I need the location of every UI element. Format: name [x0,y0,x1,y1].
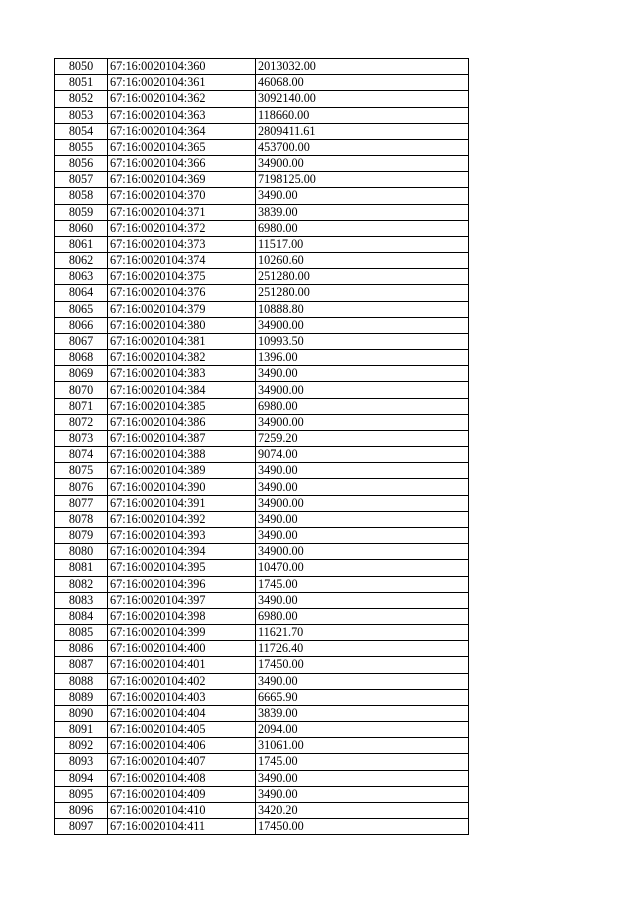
value-cell: 6980.00 [256,220,469,236]
cadastral-number-cell: 67:16:0020104:365 [108,139,256,155]
row-number-cell: 8082 [55,576,108,592]
table-row [55,689,469,705]
value-cell: 3092140.00 [256,91,469,107]
table-row [55,75,469,91]
cadastral-number-cell: 67:16:0020104:401 [108,657,256,673]
cadastral-number-cell: 67:16:0020104:375 [108,269,256,285]
cadastral-number-cell: 67:16:0020104:371 [108,204,256,220]
cadastral-number-cell: 67:16:0020104:373 [108,236,256,252]
table-row [55,802,469,818]
row-number-cell: 8078 [55,511,108,527]
cadastral-number-cell: 67:16:0020104:380 [108,317,256,333]
cadastral-number-cell: 67:16:0020104:369 [108,172,256,188]
value-cell: 2094.00 [256,722,469,738]
value-cell: 34900.00 [256,156,469,172]
table-row [55,754,469,770]
row-number-cell: 8071 [55,398,108,414]
row-number-cell: 8074 [55,447,108,463]
table-row [55,560,469,576]
table-row [55,641,469,657]
value-cell: 46068.00 [256,75,469,91]
row-number-cell: 8080 [55,544,108,560]
value-cell: 251280.00 [256,285,469,301]
cadastral-number-cell: 67:16:0020104:381 [108,333,256,349]
value-cell: 3490.00 [256,188,469,204]
row-number-cell: 8056 [55,156,108,172]
row-number-cell: 8055 [55,139,108,155]
row-number-cell: 8072 [55,414,108,430]
table-row [55,786,469,802]
table-row [55,625,469,641]
value-cell: 118660.00 [256,107,469,123]
table-row [55,673,469,689]
table-row [55,544,469,560]
cadastral-number-cell: 67:16:0020104:361 [108,75,256,91]
cadastral-number-cell: 67:16:0020104:394 [108,544,256,560]
value-cell: 3490.00 [256,786,469,802]
value-cell: 11726.40 [256,641,469,657]
cadastral-number-cell: 67:16:0020104:397 [108,592,256,608]
document-page [54,58,469,835]
row-number-cell: 8058 [55,188,108,204]
row-number-cell: 8069 [55,366,108,382]
cadastral-number-cell: 67:16:0020104:388 [108,447,256,463]
cadastral-number-cell: 67:16:0020104:385 [108,398,256,414]
value-cell: 6665.90 [256,689,469,705]
row-number-cell: 8073 [55,430,108,446]
value-cell: 2013032.00 [256,59,469,75]
table-row [55,253,469,269]
table-row [55,139,469,155]
row-number-cell: 8066 [55,317,108,333]
row-number-cell: 8067 [55,333,108,349]
value-cell: 3490.00 [256,479,469,495]
cadastral-number-cell: 67:16:0020104:393 [108,527,256,543]
row-number-cell: 8094 [55,770,108,786]
row-number-cell: 8087 [55,657,108,673]
cadastral-value-table [54,58,469,835]
row-number-cell: 8062 [55,253,108,269]
cadastral-number-cell: 67:16:0020104:408 [108,770,256,786]
row-number-cell: 8077 [55,495,108,511]
row-number-cell: 8088 [55,673,108,689]
cadastral-number-cell: 67:16:0020104:404 [108,705,256,721]
row-number-cell: 8064 [55,285,108,301]
value-cell: 3420.20 [256,802,469,818]
value-cell: 3490.00 [256,770,469,786]
row-number-cell: 8091 [55,722,108,738]
cadastral-number-cell: 67:16:0020104:402 [108,673,256,689]
cadastral-number-cell: 67:16:0020104:403 [108,689,256,705]
value-cell: 34900.00 [256,495,469,511]
table-row [55,722,469,738]
value-cell: 3839.00 [256,705,469,721]
row-number-cell: 8095 [55,786,108,802]
cadastral-number-cell: 67:16:0020104:384 [108,382,256,398]
cadastral-number-cell: 67:16:0020104:376 [108,285,256,301]
cadastral-number-cell: 67:16:0020104:398 [108,608,256,624]
cadastral-number-cell: 67:16:0020104:374 [108,253,256,269]
value-cell: 3490.00 [256,463,469,479]
table-row [55,657,469,673]
table-row [55,770,469,786]
cadastral-number-cell: 67:16:0020104:391 [108,495,256,511]
table-row [55,301,469,317]
value-cell: 251280.00 [256,269,469,285]
cadastral-number-cell: 67:16:0020104:390 [108,479,256,495]
table-row [55,511,469,527]
row-number-cell: 8092 [55,738,108,754]
cadastral-number-cell: 67:16:0020104:406 [108,738,256,754]
table-row [55,430,469,446]
cadastral-number-cell: 67:16:0020104:399 [108,625,256,641]
table-row [55,592,469,608]
row-number-cell: 8065 [55,301,108,317]
cadastral-number-cell: 67:16:0020104:387 [108,430,256,446]
cadastral-number-cell: 67:16:0020104:395 [108,560,256,576]
row-number-cell: 8085 [55,625,108,641]
cadastral-number-cell: 67:16:0020104:363 [108,107,256,123]
cadastral-number-cell: 67:16:0020104:364 [108,123,256,139]
value-cell: 3490.00 [256,527,469,543]
table-row [55,333,469,349]
table-row [55,479,469,495]
value-cell: 11517.00 [256,236,469,252]
value-cell: 10260.60 [256,253,469,269]
value-cell: 34900.00 [256,382,469,398]
table-row [55,317,469,333]
table-row [55,285,469,301]
value-cell: 31061.00 [256,738,469,754]
row-number-cell: 8076 [55,479,108,495]
row-number-cell: 8050 [55,59,108,75]
value-cell: 3490.00 [256,366,469,382]
value-cell: 6980.00 [256,398,469,414]
cadastral-number-cell: 67:16:0020104:400 [108,641,256,657]
value-cell: 1745.00 [256,754,469,770]
cadastral-number-cell: 67:16:0020104:389 [108,463,256,479]
cadastral-number-cell: 67:16:0020104:392 [108,511,256,527]
value-cell: 2809411.61 [256,123,469,139]
value-cell: 17450.00 [256,657,469,673]
table-row [55,107,469,123]
value-cell: 34900.00 [256,544,469,560]
cadastral-number-cell: 67:16:0020104:360 [108,59,256,75]
row-number-cell: 8081 [55,560,108,576]
value-cell: 1745.00 [256,576,469,592]
value-cell: 3490.00 [256,673,469,689]
cadastral-number-cell: 67:16:0020104:411 [108,819,256,835]
table-row [55,463,469,479]
value-cell: 6980.00 [256,608,469,624]
row-number-cell: 8097 [55,819,108,835]
table-row [55,819,469,835]
value-cell: 7198125.00 [256,172,469,188]
row-number-cell: 8060 [55,220,108,236]
table-row [55,269,469,285]
cadastral-number-cell: 67:16:0020104:370 [108,188,256,204]
row-number-cell: 8054 [55,123,108,139]
row-number-cell: 8061 [55,236,108,252]
table-row [55,366,469,382]
row-number-cell: 8089 [55,689,108,705]
row-number-cell: 8057 [55,172,108,188]
cadastral-number-cell: 67:16:0020104:362 [108,91,256,107]
cadastral-number-cell: 67:16:0020104:410 [108,802,256,818]
row-number-cell: 8059 [55,204,108,220]
cadastral-number-cell: 67:16:0020104:383 [108,366,256,382]
table-row [55,172,469,188]
value-cell: 3490.00 [256,511,469,527]
value-cell: 7259.20 [256,430,469,446]
table-row [55,414,469,430]
row-number-cell: 8084 [55,608,108,624]
table-row [55,188,469,204]
table-row [55,705,469,721]
table-row [55,123,469,139]
value-cell: 453700.00 [256,139,469,155]
cadastral-number-cell: 67:16:0020104:405 [108,722,256,738]
table-row [55,156,469,172]
cadastral-number-cell: 67:16:0020104:396 [108,576,256,592]
table-row [55,236,469,252]
row-number-cell: 8096 [55,802,108,818]
row-number-cell: 8075 [55,463,108,479]
row-number-cell: 8052 [55,91,108,107]
value-cell: 17450.00 [256,819,469,835]
value-cell: 9074.00 [256,447,469,463]
row-number-cell: 8063 [55,269,108,285]
row-number-cell: 8090 [55,705,108,721]
row-number-cell: 8068 [55,350,108,366]
cadastral-number-cell: 67:16:0020104:409 [108,786,256,802]
table-row [55,447,469,463]
table-row [55,91,469,107]
row-number-cell: 8086 [55,641,108,657]
value-cell: 34900.00 [256,414,469,430]
row-number-cell: 8093 [55,754,108,770]
table-row [55,495,469,511]
value-cell: 10993.50 [256,333,469,349]
row-number-cell: 8051 [55,75,108,91]
row-number-cell: 8070 [55,382,108,398]
table-row [55,527,469,543]
row-number-cell: 8053 [55,107,108,123]
row-number-cell: 8083 [55,592,108,608]
cadastral-number-cell: 67:16:0020104:407 [108,754,256,770]
table-row [55,350,469,366]
cadastral-number-cell: 67:16:0020104:386 [108,414,256,430]
table-row [55,220,469,236]
value-cell: 34900.00 [256,317,469,333]
table-row [55,576,469,592]
table-row [55,204,469,220]
value-cell: 3839.00 [256,204,469,220]
table-row [55,398,469,414]
cadastral-number-cell: 67:16:0020104:366 [108,156,256,172]
cadastral-number-cell: 67:16:0020104:372 [108,220,256,236]
table-row [55,59,469,75]
value-cell: 1396.00 [256,350,469,366]
cadastral-number-cell: 67:16:0020104:382 [108,350,256,366]
table-body [55,59,469,835]
row-number-cell: 8079 [55,527,108,543]
value-cell: 11621.70 [256,625,469,641]
value-cell: 10888.80 [256,301,469,317]
table-row [55,608,469,624]
value-cell: 10470.00 [256,560,469,576]
value-cell: 3490.00 [256,592,469,608]
table-row [55,382,469,398]
cadastral-number-cell: 67:16:0020104:379 [108,301,256,317]
table-row [55,738,469,754]
